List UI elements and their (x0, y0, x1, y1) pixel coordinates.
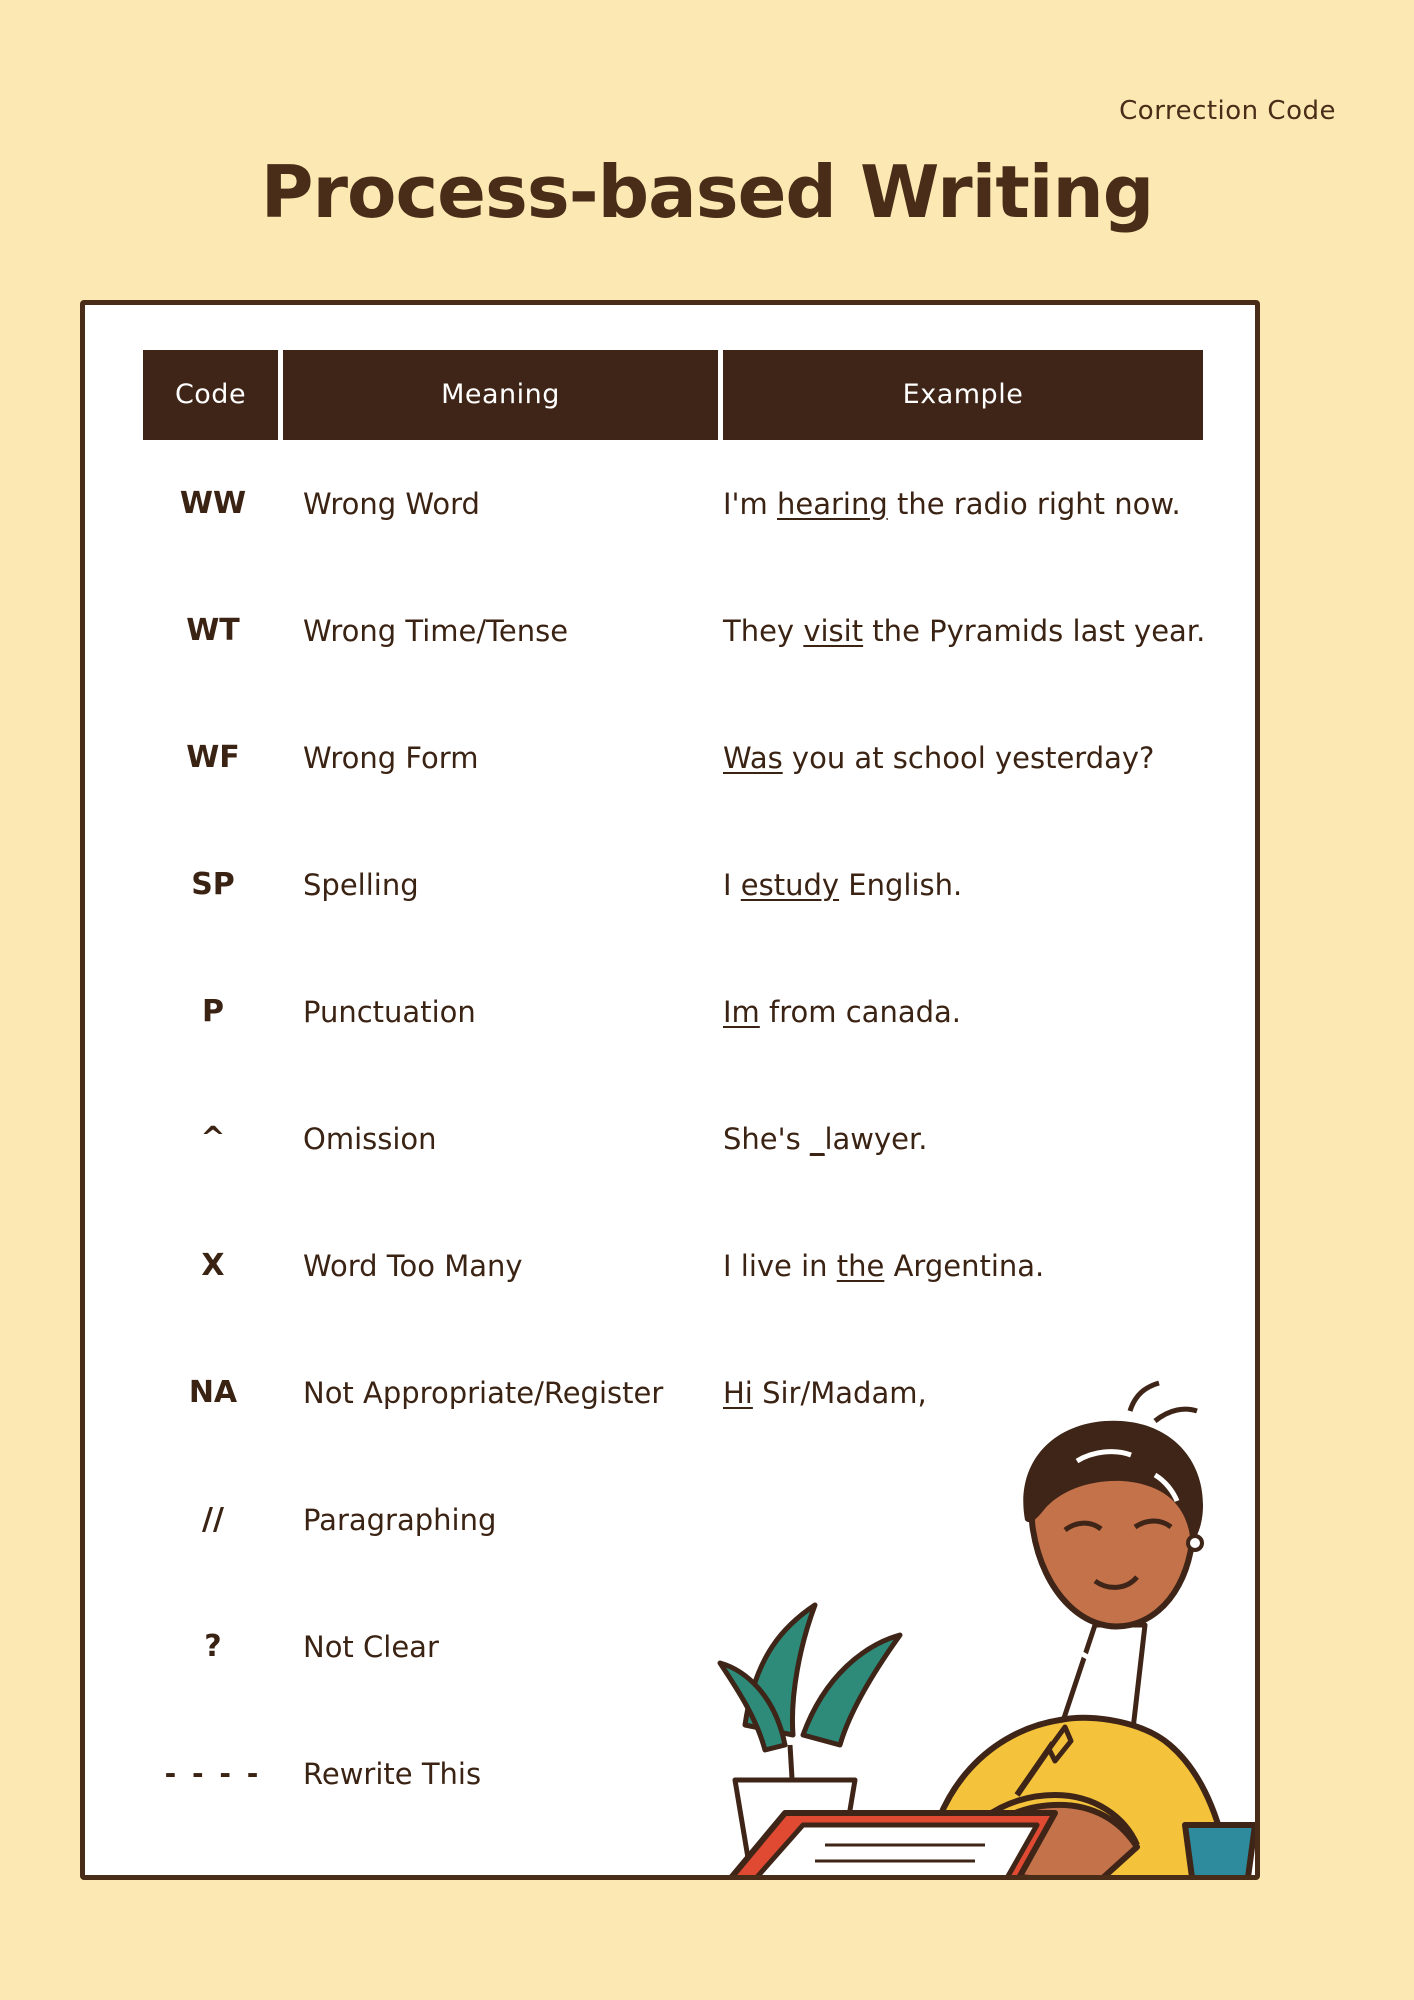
example-text-pre: She's (723, 1121, 810, 1156)
example-text-pre: They (723, 613, 804, 648)
cell-meaning: Word Too Many (303, 1248, 523, 1283)
cell-code: WF (186, 740, 240, 775)
example-text-pre: I'm (723, 486, 777, 521)
example-marked-word: Im (723, 994, 760, 1029)
cell-code: NA (188, 1375, 238, 1410)
page-title: Process-based Writing (260, 150, 1154, 234)
example-text-post: the radio right now. (887, 486, 1181, 521)
example-marked-word: Was (723, 740, 783, 775)
cell-meaning: Spelling (303, 867, 419, 902)
example-text-post: the Pyramids last year. (863, 613, 1206, 648)
cell-example (723, 1376, 1203, 1410)
cell-example (723, 868, 1203, 902)
cell-example (723, 995, 1203, 1029)
column-header-example: Example (902, 379, 1024, 410)
example-text-post: lawyer. (824, 1121, 928, 1156)
example-text-pre: I live in (723, 1248, 837, 1283)
correction-code-table (143, 350, 1206, 1837)
example-text-post: Argentina. (884, 1248, 1045, 1283)
table-row (143, 1329, 1203, 1456)
table-row (143, 440, 1203, 567)
cell-meaning: Wrong Word (303, 486, 480, 521)
table-body (143, 440, 1206, 1837)
example-marked-word: the (836, 1248, 885, 1283)
cell-example (723, 741, 1203, 775)
cell-code: ^ (200, 1121, 226, 1156)
cell-meaning: Rewrite This (303, 1756, 482, 1791)
cell-code: ? (204, 1629, 222, 1664)
cell-meaning: Wrong Time/Tense (303, 613, 569, 648)
cell-meaning: Punctuation (303, 994, 476, 1029)
cell-code: SP (191, 867, 235, 902)
example-marked-word: hearing (777, 486, 888, 521)
example-text-post: Sir/Madam, (752, 1375, 927, 1410)
table-row (143, 1583, 1203, 1710)
example-text-post: you at school yesterday? (782, 740, 1155, 775)
cell-code: X (201, 1248, 225, 1283)
example-text-post: from canada. (759, 994, 961, 1029)
example-marked-word: visit (803, 613, 864, 648)
table-row (143, 948, 1203, 1075)
cell-meaning: Wrong Form (303, 740, 479, 775)
content-card (80, 300, 1260, 1880)
column-header-code: Code (143, 350, 283, 440)
cell-code: - - - - (164, 1757, 262, 1790)
table-row (143, 1456, 1203, 1583)
cell-meaning: Not Clear (303, 1629, 439, 1664)
cell-example (723, 1249, 1203, 1283)
cell-example (723, 487, 1203, 521)
cell-example (723, 613, 1206, 648)
cell-meaning: Omission (303, 1121, 437, 1156)
cell-meaning: Not Appropriate/Register (303, 1375, 664, 1410)
example-text-pre: I (723, 867, 741, 902)
cell-code: P (202, 994, 224, 1029)
example-text-post: English. (839, 867, 963, 902)
table-header-row (143, 350, 1203, 440)
table-row (143, 694, 1203, 821)
example-marked-word: estudy (740, 867, 840, 902)
example-marked-word: _ (809, 1121, 825, 1156)
cell-code: WW (179, 486, 247, 521)
table-row (143, 1075, 1203, 1202)
cell-example (723, 1122, 1203, 1156)
example-marked-word: Hi (723, 1375, 753, 1410)
corner-label: Correction Code (1119, 96, 1336, 126)
cell-code: WT (186, 613, 240, 648)
table-row (143, 821, 1203, 948)
column-header-meaning: Meaning (283, 350, 723, 440)
cell-meaning: Paragraphing (303, 1502, 497, 1537)
table-row (143, 1202, 1203, 1329)
table-row (143, 1710, 1203, 1837)
cell-code: // (202, 1502, 224, 1537)
table-row (143, 567, 1206, 694)
